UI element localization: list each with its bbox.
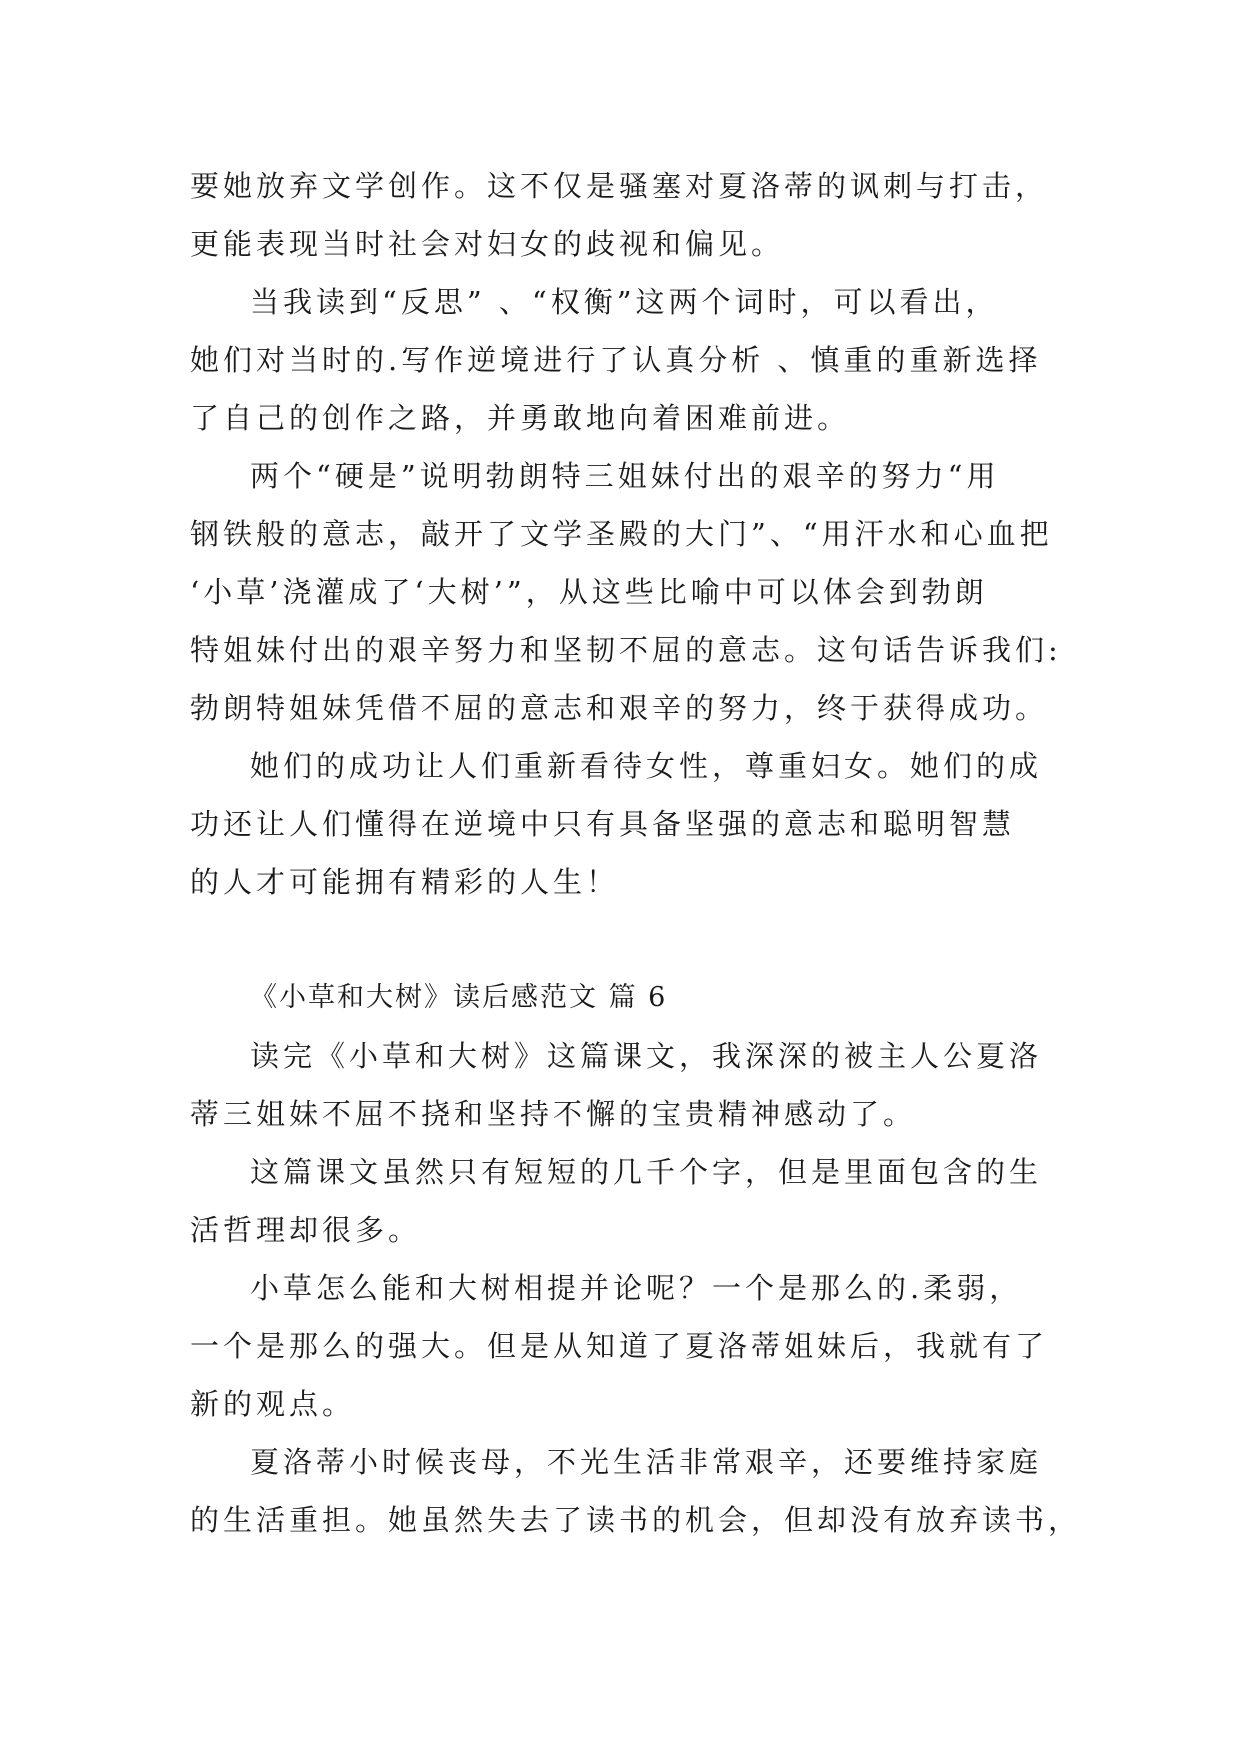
text-line: 活哲理却很多。: [190, 1213, 422, 1247]
text-line: 她们对当时的.写作逆境进行了认真分析 、慎重的重新选择: [190, 343, 1042, 377]
text-line: 特姐妹付出的艰辛努力和坚韧不屈的意志。这句话告诉我们:: [190, 633, 1062, 667]
text-line: 功还让人们懂得在逆境中只有具备坚强的意志和聪明智慧: [190, 807, 1016, 841]
text-line: 蒂三姐妹不屈不挠和坚持不懈的宝贵精神感动了。: [190, 1097, 917, 1131]
text-line: 的生活重担。她虽然失去了读书的机会，但却没有放弃读书，: [190, 1503, 1082, 1537]
paragraph-start: 两个“硬是”说明勃朗特三姐妹付出的艰辛的努力“用: [250, 459, 1000, 493]
paragraph-start: 她们的成功让人们重新看待女性，尊重妇女。她们的成: [250, 749, 1043, 783]
text-line: 了自己的创作之路，并勇敢地向着困难前进。: [190, 401, 851, 435]
text-line: 更能表现当时社会对妇女的歧视和偏见。: [190, 227, 785, 261]
paragraph-start: 夏洛蒂小时候丧母，不光生活非常艰辛，还要维持家庭: [250, 1445, 1043, 1479]
text-line: 勃朗特姐妹凭借不屈的意志和艰辛的努力，终于获得成功。: [190, 691, 1049, 725]
text-line: 一个是那么的强大。但是从知道了夏洛蒂姐妹后，我就有了: [190, 1329, 1049, 1363]
text-line: 要她放弃文学创作。这不仅是骚塞对夏洛蒂的讽刺与打击，: [190, 169, 1049, 203]
text-line: ‘小草’浇灌成了‘大树’”，从这些比喻中可以体会到勃朗: [190, 575, 988, 609]
section-heading: 《小草和大树》读后感范文 篇 6: [250, 982, 668, 1013]
text-line: 钢铁般的意志，敲开了文学圣殿的大门”、“用汗水和心血把: [190, 517, 1053, 551]
text-line: 的人才可能拥有精彩的人生！: [190, 865, 620, 899]
paragraph-start: 这篇课文虽然只有短短的几千个字，但是里面包含的生: [250, 1155, 1043, 1189]
paragraph-start: 当我读到“反思” 、“权衡”这两个词时，可以看出，: [250, 285, 999, 319]
text-line: 新的观点。: [190, 1387, 356, 1421]
paragraph-start: 读完《小草和大树》这篇课文，我深深的被主人公夏洛: [250, 1039, 1043, 1073]
paragraph-start: 小草怎么能和大树相提并论呢？一个是那么的.柔弱，: [250, 1271, 1023, 1305]
